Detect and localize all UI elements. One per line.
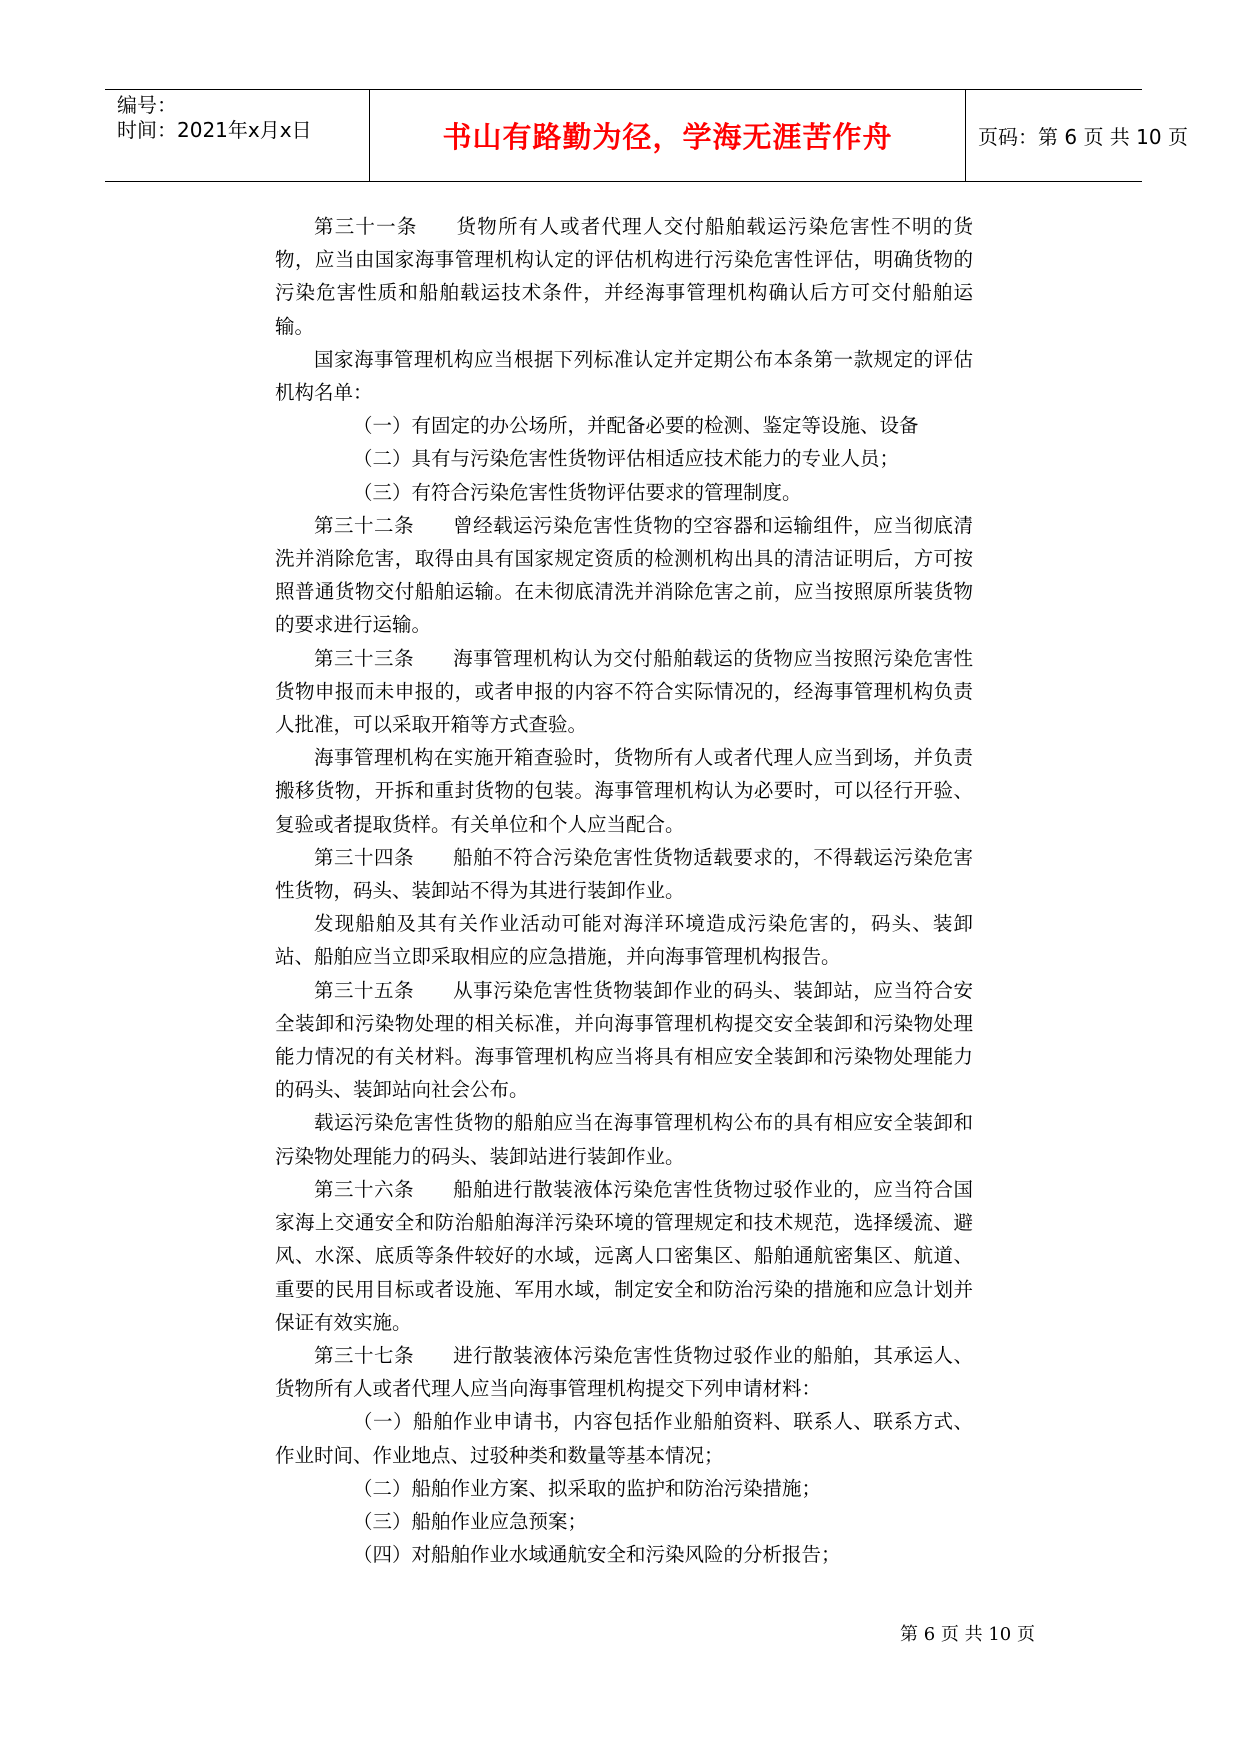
header-meta-cell [105,90,370,181]
article-number: 第三十三条 [314,646,415,670]
list-item-text: （三）船舶作业应急预案； [353,1509,588,1533]
article-number: 第三十一条 [314,215,418,238]
header-motto-cell [370,90,966,181]
list-item [275,442,973,475]
list-item-text: （一）船舶作业申请书，内容包括作业船舶资料、联系人、联系方式、作业时间、作业地点、过驳种类和数量等基本情况； [275,1410,973,1467]
article-number: 第三十六条 [314,1177,415,1201]
list-item-text: （四）对船舶作业水域通航安全和污染风险的分析报告； [353,1543,841,1567]
paragraph [275,1339,973,1405]
paragraph-text: 国家海事管理机构应当根据下列标准认定并定期公布本条第一款规定的评估机构名单： [275,347,973,405]
list-item-text: （二）船舶作业方案、拟采取的监护和防治污染措施； [353,1476,822,1500]
paragraph-text: 船舶进行散装液体污染危害性货物过驳作业的，应当符合国家海上交通安全和防治船舶海洋污染环境的管理规定和技术规范，选择缓流、避风、水深、底质等条件较好的水域，远离人口密集区、船舶通航密集区、航道、重要的民用目标或者设施、军用水域，制定安全和防治污染的措施和应急计划并保证有效实施。 [275,1177,973,1334]
paragraph [275,841,973,907]
document-number-label: 编号： [117,93,177,117]
document-body [275,210,973,1571]
motto-text: 书山有路勤为径，学海无涯苦作舟 [442,120,893,154]
header-page-cell [966,90,1188,181]
article-number: 第三十二条 [314,513,415,537]
paragraph-text: 进行散装液体污染危害性货物过驳作业的船舶，其承运人、货物所有人或者代理人应当向海事管理机构提交下列申请材料： [275,1343,973,1401]
paragraph [275,1106,973,1172]
paragraph [275,907,973,973]
list-item-text: （三）有符合污染危害性货物评估要求的管理制度。 [353,480,802,504]
paragraph [275,509,973,642]
paragraph [275,1173,973,1339]
paragraph-text: 曾经载运污染危害性货物的空容器和运输组件，应当彻底清洗并消除危害，取得由具有国家规定资质的检测机构出具的清洁证明后，方可按照普通货物交付船舶运输。在未彻底清洗并消除危害之前，应当按照原所装货物的要求进行运输。 [275,513,973,637]
paragraph-text: 海事管理机构认为交付船舶载运的货物应当按照污染危害性货物申报而未申报的，或者申报的内容不符合实际情况的，经海事管理机构负责人批准，可以采取开箱等方式查验。 [275,646,973,737]
article-number: 第三十七条 [314,1343,415,1367]
article-number: 第三十四条 [314,845,415,869]
list-item [275,1405,973,1471]
paragraph [275,974,973,1107]
paragraph [275,210,973,343]
paragraph-text: 从事污染危害性货物装卸作业的码头、装卸站，应当符合安全装卸和污染物处理的相关标准，并向海事管理机构提交安全装卸和污染物处理能力情况的有关材料。海事管理机构应当将具有相应安全装卸和污染物处理能力的码头、装卸站向社会公布。 [275,978,973,1102]
paragraph-text: 船舶不符合污染危害性货物适载要求的，不得载运污染危害性货物，码头、装卸站不得为其进行装卸作业。 [275,845,973,903]
paragraph-text: 载运污染危害性货物的船舶应当在海事管理机构公布的具有相应安全装卸和污染物处理能力的码头、装卸站进行装卸作业。 [275,1111,973,1168]
paragraph [275,642,973,742]
page-header [105,89,1188,182]
list-item [275,409,973,442]
list-item [275,1505,973,1538]
document-time-label: 时间：2021年x月x日 [117,118,312,142]
list-item-text: （一）有固定的办公场所，并配备必要的检测、鉴定等设施、设备 [353,414,919,438]
list-item [275,1472,973,1505]
footer-page-number: 第 6 页 共 10 页 [900,1624,1035,1645]
list-item [275,476,973,509]
paragraph [275,741,973,841]
paragraph-text: 货物所有人或者代理人交付船舶载运污染危害性不明的货物，应当由国家海事管理机构认定的评估机构进行污染危害性评估，明确货物的污染危害性质和船舶载运技术条件，并经海事管理机构确认后方可交付船舶运输。 [275,215,973,338]
article-number: 第三十五条 [314,978,415,1002]
header-page-number: 页码：第 6 页 共 10 页 [978,125,1188,149]
list-item [275,1538,973,1571]
paragraph-text: 发现船舶及其有关作业活动可能对海洋环境造成污染危害的，码头、装卸站、船舶应当立即采取相应的应急措施，并向海事管理机构报告。 [275,912,973,969]
list-item-text: （二）具有与污染危害性货物评估相适应技术能力的专业人员； [353,447,900,471]
paragraph-text: 海事管理机构在实施开箱查验时，货物所有人或者代理人应当到场，并负责搬移货物，开拆和重封货物的包装。海事管理机构认为必要时，可以径行开验、复验或者提取货样。有关单位和个人应当配合。 [275,746,973,836]
page-footer [900,1620,1035,1646]
paragraph [275,343,973,409]
